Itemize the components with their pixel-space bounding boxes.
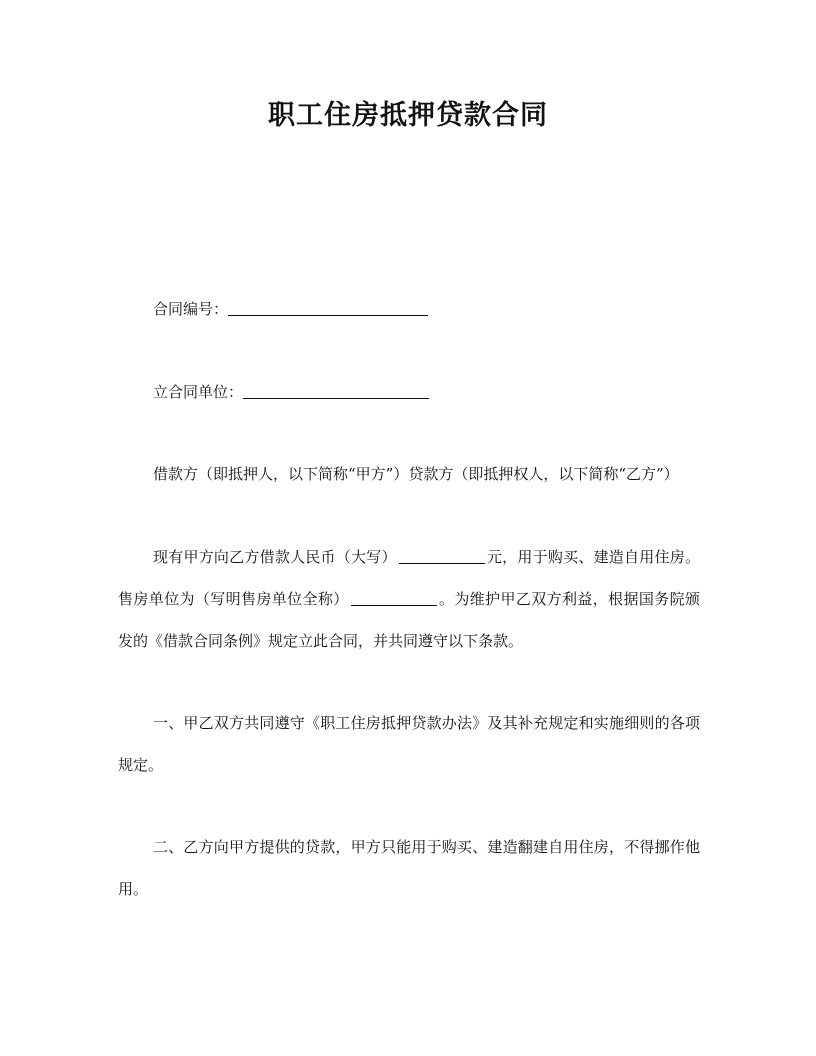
parties-paragraph (118, 453, 700, 495)
clause-2-text: 二、乙方向甲方提供的贷款，甲方只能用于购买、建造翻建自用住房，不得挪作他用。 (118, 838, 700, 898)
intro-text-part1: 现有甲方向乙方借款人民币（大写） (153, 548, 397, 566)
seller-name-blank[interactable] (351, 589, 437, 606)
document-title: 职工住房抵押贷款合同 (268, 100, 548, 131)
intro-paragraph (118, 536, 700, 662)
contracting-party-label: 立合同单位： (153, 383, 244, 401)
loan-amount-blank[interactable] (399, 547, 485, 564)
contract-number-blank[interactable] (228, 299, 428, 316)
contract-number-field (153, 297, 428, 321)
clause-2-paragraph (118, 826, 700, 910)
contracting-party-field (153, 380, 429, 404)
contract-number-label: 合同编号： (153, 300, 229, 318)
contracting-party-blank[interactable] (243, 382, 429, 399)
clause-1-text: 一、甲乙双方共同遵守《职工住房抵押贷款办法》及其补充规定和实施细则的各项规定。 (118, 714, 700, 774)
intro-text-part3: 。为维护甲乙双方利益，根据国务院颁发的《借款合同条例》规定立此合同，并共同遵守以下条款。 (118, 590, 700, 650)
intro-text-part2: 元，用于购买、建造自用住房。售房单位为（写明售房单位全称） (118, 548, 700, 608)
parties-text: 借款方（即抵押人，以下简称“甲方”）贷款方（即抵押权人，以下简称“乙方”） (153, 465, 679, 483)
clause-1-paragraph (118, 702, 700, 786)
